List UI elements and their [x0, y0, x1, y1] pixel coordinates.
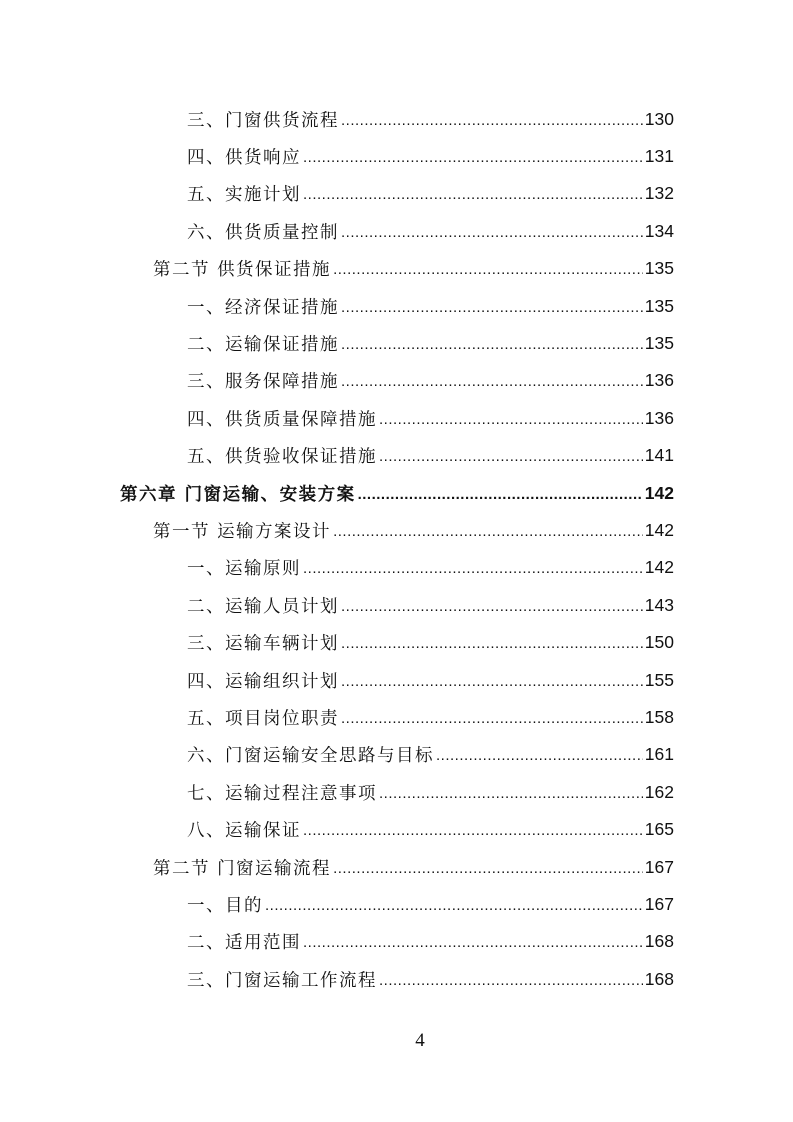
toc-entry-page: 136	[644, 407, 674, 428]
toc-entry[interactable]	[187, 437, 674, 475]
toc-entry-page: 168	[644, 968, 674, 989]
toc-entry-label: 二、运输保证措施	[187, 334, 339, 355]
dot-leader	[303, 184, 643, 203]
toc-entry[interactable]	[153, 848, 674, 886]
toc-entry[interactable]	[187, 175, 674, 213]
dot-leader	[303, 932, 643, 951]
toc-entry-page: 167	[644, 893, 674, 914]
toc-entry-label: 五、供货验收保证措施	[187, 447, 377, 468]
toc-entry[interactable]	[187, 773, 674, 811]
toc-entry-label: 六、门窗运输安全思路与目标	[187, 746, 434, 767]
dot-leader	[333, 521, 643, 540]
toc-entry[interactable]	[187, 661, 674, 699]
dot-leader	[341, 110, 643, 129]
toc-entry-label: 二、运输人员计划	[187, 596, 339, 617]
dot-leader	[341, 297, 643, 316]
dot-leader	[341, 334, 643, 353]
dot-leader	[358, 484, 643, 503]
dot-leader	[379, 409, 643, 428]
toc-entry-label: 三、运输车辆计划	[187, 634, 339, 655]
toc-entry-label: 四、供货响应	[187, 147, 301, 168]
toc-entry-page: 130	[644, 108, 674, 129]
toc-entry-label: 二、适用范围	[187, 933, 301, 954]
toc-entry-label: 七、运输过程注意事项	[187, 783, 377, 804]
toc-entry-page: 143	[644, 594, 674, 615]
toc-entry[interactable]	[187, 923, 674, 961]
dot-leader	[379, 970, 643, 989]
toc-entry-label: 第二节 门窗运输流程	[153, 858, 332, 879]
dot-leader	[333, 858, 643, 877]
toc-entry-page: 158	[644, 706, 674, 727]
toc-entry-page: 165	[644, 819, 674, 840]
toc-entry-page: 135	[644, 332, 674, 353]
toc-entry-label: 一、运输原则	[187, 559, 301, 580]
toc-entry-page: 142	[644, 482, 674, 503]
toc-entry[interactable]	[187, 960, 674, 998]
toc-entry-page: 141	[644, 445, 674, 466]
dot-leader	[341, 708, 643, 727]
toc-entry[interactable]	[187, 137, 674, 175]
toc-entry-label: 五、项目岗位职责	[187, 708, 339, 729]
dot-leader	[265, 895, 643, 914]
page-number: 4	[415, 1030, 425, 1051]
toc-entry-label: 三、服务保障措施	[187, 372, 339, 393]
toc-entry-label: 第二节 供货保证措施	[153, 260, 332, 281]
dot-leader	[379, 446, 643, 465]
toc-entry-page: 132	[644, 183, 674, 204]
toc-entry[interactable]	[187, 362, 674, 400]
dot-leader	[341, 596, 643, 615]
toc-entry[interactable]	[187, 100, 674, 138]
toc-entry[interactable]	[187, 324, 674, 362]
toc-entry[interactable]	[187, 212, 674, 250]
toc-entry[interactable]	[187, 399, 674, 437]
toc-entry-label: 六、供货质量控制	[187, 222, 339, 243]
dot-leader	[341, 671, 643, 690]
dot-leader	[341, 633, 643, 652]
toc-entry-page: 131	[644, 145, 674, 166]
toc-entry[interactable]	[187, 624, 674, 662]
toc-entry-page: 135	[644, 295, 674, 316]
toc-entry[interactable]	[153, 250, 674, 288]
toc-entry[interactable]	[187, 586, 674, 624]
toc-entry-label: 四、运输组织计划	[187, 671, 339, 692]
toc-entry-page: 161	[644, 744, 674, 765]
toc-entry[interactable]	[153, 511, 674, 549]
toc-entry[interactable]	[187, 287, 674, 325]
toc-entry-page: 150	[644, 632, 674, 653]
dot-leader	[333, 259, 643, 278]
dot-leader	[303, 820, 643, 839]
dot-leader	[379, 783, 643, 802]
toc-entry-page: 135	[644, 258, 674, 279]
toc-entry-page: 167	[644, 856, 674, 877]
toc-entry[interactable]	[120, 474, 674, 512]
toc-entry-label: 第六章 门窗运输、安装方案	[120, 484, 356, 505]
toc-entry[interactable]	[187, 736, 674, 774]
toc-entry-page: 155	[644, 669, 674, 690]
dot-leader	[341, 371, 643, 390]
toc-entry-label: 五、实施计划	[187, 185, 301, 206]
toc-entry-page: 136	[644, 370, 674, 391]
dot-leader	[303, 558, 643, 577]
toc-entry-label: 一、目的	[187, 895, 263, 916]
toc-entry[interactable]	[187, 811, 674, 849]
toc-entry[interactable]	[187, 549, 674, 587]
toc-entry-page: 134	[644, 220, 674, 241]
toc-entry[interactable]	[187, 885, 674, 923]
toc-entry-label: 一、经济保证措施	[187, 297, 339, 318]
toc-entry-page: 142	[644, 519, 674, 540]
toc-entry-label: 三、门窗供货流程	[187, 110, 339, 131]
dot-leader	[436, 745, 643, 764]
dot-leader	[303, 147, 643, 166]
toc-entry-label: 三、门窗运输工作流程	[187, 970, 377, 991]
toc-entry-page: 162	[644, 781, 674, 802]
toc-entry-label: 八、运输保证	[187, 821, 301, 842]
toc-entry-page: 142	[644, 557, 674, 578]
toc-entry-page: 168	[644, 931, 674, 952]
toc-entry[interactable]	[187, 698, 674, 736]
toc-entry-label: 四、供货质量保障措施	[187, 409, 377, 430]
toc-entry-label: 第一节 运输方案设计	[153, 521, 332, 542]
dot-leader	[341, 222, 643, 241]
